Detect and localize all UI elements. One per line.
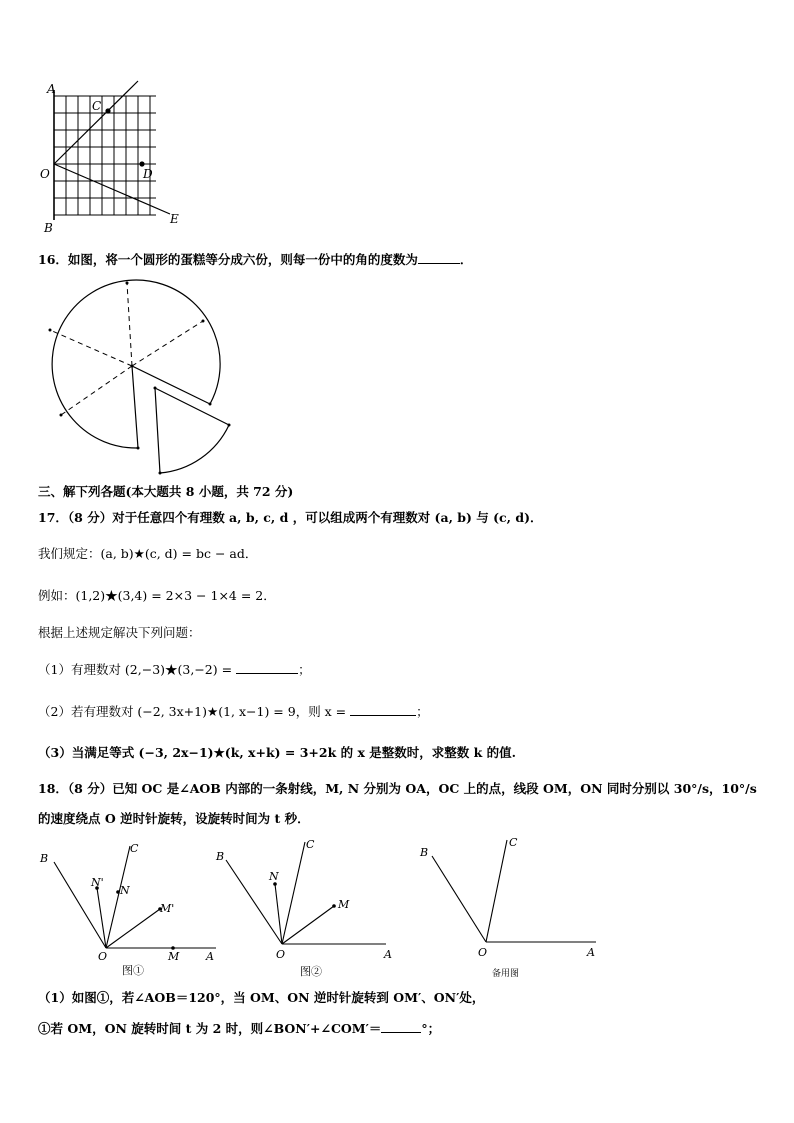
- label-o: O: [40, 167, 50, 181]
- q17-sub2-blank[interactable]: [350, 703, 416, 716]
- fig3-label-a: A: [587, 946, 595, 959]
- fig1-label-c: C: [130, 842, 139, 855]
- q17-sub2-text: （2）若有理数对 (−2, 3x+1)★(1, x−1) = 9，则 x =: [38, 704, 351, 719]
- ray-oc: [282, 842, 305, 944]
- point-d: [139, 161, 144, 166]
- fig2-label-n: N: [269, 870, 279, 883]
- q18-sub1: （1）如图①，若∠AOB＝120°，当 OM、ON 逆时针旋转到 OM′、ON′处，: [38, 990, 485, 1005]
- fig2-label-m: M: [338, 898, 350, 911]
- fig1-label-m-prime: M': [160, 902, 175, 915]
- q18-sub1a-text: ①若 OM，ON 旋转时间 t 为 2 时，则∠BON′+∠COM′＝: [38, 1021, 382, 1036]
- q18-sub1a-end: °；: [421, 1021, 441, 1036]
- q17-intro: 17．（8 分）对于任意四个有理数 a, b, c, d ，可以组成两个有理数对 (a, b) 与 (c, d)．: [38, 510, 543, 525]
- label-c: C: [92, 99, 102, 113]
- q17-sub1-end: ；: [298, 662, 311, 677]
- q16-number: 16．: [38, 252, 68, 267]
- fig1-label-a: A: [206, 950, 214, 963]
- line-oc: [54, 81, 138, 164]
- q16-line: [38, 251, 472, 268]
- fig1-caption: 图①: [122, 964, 144, 977]
- cake-slice: [155, 388, 229, 473]
- label-e: E: [170, 212, 179, 226]
- q16-end: ．: [459, 252, 473, 267]
- q17-sub2-end: ；: [416, 704, 429, 719]
- q17-sub1: [38, 661, 311, 678]
- label-a: A: [47, 82, 56, 96]
- cut-points: [49, 282, 231, 475]
- fig3-caption: 备用图: [492, 969, 520, 979]
- ray-oc: [486, 840, 507, 942]
- q16-answer-blank[interactable]: [418, 251, 460, 264]
- q18-sub1a-blank[interactable]: [381, 1020, 421, 1033]
- cake-figure: [40, 278, 240, 478]
- section-title: 三、解下列各题(本大题共 8 小题，共 72 分): [38, 484, 294, 499]
- label-b: B: [44, 221, 53, 235]
- q18-figure-1: [38, 840, 228, 980]
- point-c: [105, 108, 110, 113]
- cake-remaining: [52, 280, 220, 448]
- q16-text: 如图，将一个圆形的蛋糕等分成六份，则每一份中的角的度数为: [67, 252, 418, 267]
- fig3-label-c: C: [509, 836, 518, 849]
- fig3-label-o: O: [478, 946, 488, 959]
- fig1-label-n-prime: N': [91, 876, 104, 889]
- q18-figure-3: [414, 832, 604, 982]
- q18-figure-2: [212, 836, 402, 981]
- fig2-label-a: A: [384, 948, 392, 961]
- q17-instruction: 根据上述规定解决下列问题：: [38, 625, 201, 640]
- fig1-label-n: N: [120, 884, 130, 897]
- fig1-label-m: M: [168, 950, 180, 963]
- grid-figure: [30, 78, 190, 238]
- q17-rule: 我们规定：(a, b)★(c, d) = bc − ad．: [38, 546, 258, 561]
- fig2-caption: 图②: [300, 965, 322, 978]
- fig1-label-o: O: [98, 950, 108, 963]
- q18-line2: 的速度绕点 O 逆时针旋转，设旋转时间为 t 秒．: [38, 811, 310, 826]
- fig2-label-b: B: [216, 850, 225, 863]
- fig1-label-b: B: [40, 852, 49, 865]
- fig2-label-c: C: [306, 838, 315, 851]
- q18-line1: 18．（8 分）已知 OC 是∠AOB 内部的一条射线，M, N 分别为 OA，OC 上的点，线段 OM，ON 同时分别以 30°/s，10°/s: [38, 781, 757, 796]
- q17-example: 例如：(1,2)★(3,4) = 2×3 − 1×4 = 2．: [38, 588, 276, 603]
- ray-ob: [54, 862, 106, 948]
- q17-sub3: （3）当满足等式 (−3, 2x−1)★(k, x+k) = 3+2k 的 x 是整数时，求整数 k 的值.: [38, 745, 516, 760]
- cut-lines: [50, 283, 203, 415]
- q18-sub1a: [38, 1020, 440, 1037]
- q17-sub1-blank[interactable]: [236, 661, 298, 674]
- label-d: D: [143, 167, 153, 181]
- ray-ob: [432, 856, 486, 942]
- segment-on-prime: [97, 888, 106, 948]
- q17-sub2: [38, 703, 429, 720]
- q17-sub1-text: （1）有理数对 (2,−3)★(3,−2) =: [38, 662, 237, 677]
- fig2-label-o: O: [276, 948, 286, 961]
- fig3-label-b: B: [420, 846, 429, 859]
